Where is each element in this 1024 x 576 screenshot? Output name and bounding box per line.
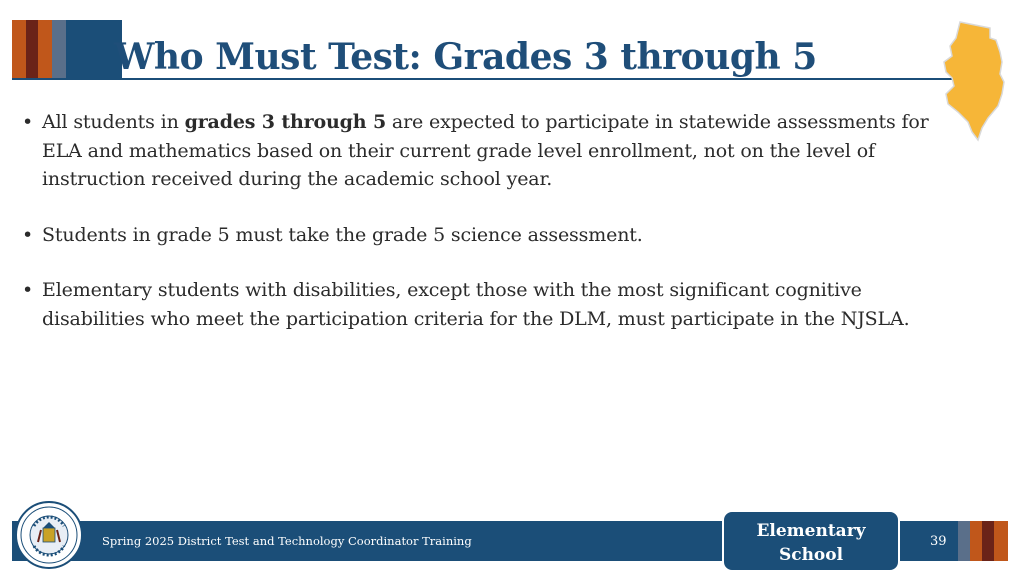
footer-stripe-dark-red [982,521,994,561]
badge-line-2: School [778,545,844,565]
bullet-3-text: Elementary students with disabilities, except those with the most significant cognitive disabilities who meet the participation criteria for the DLM, must participate in the NJSLA. [42,279,910,330]
accent-bar-steel [52,20,66,78]
slide-title: Who Must Test: Grades 3 through 5 [114,36,817,78]
state-seal-icon [14,500,84,570]
title-accent-bars [12,20,122,78]
footer-accent-stripes [958,521,1008,561]
page-number: 39 [930,534,947,549]
elementary-school-badge [722,510,900,572]
accent-bar-orange-2 [38,20,52,78]
new-jersey-map-icon [938,16,1010,142]
accent-bar-orange [12,20,26,78]
bullet-item-3 [22,276,942,333]
footer-stripe-orange [970,521,982,561]
bullet-dot: • [22,223,34,246]
footer-training-label: Spring 2025 District Test and Technology Coordinator Training [102,534,472,548]
footer-stripe-steel [958,521,970,561]
bullet-item-1 [22,108,942,194]
bullet-list [22,108,942,360]
bullet-1-text-start: All students in [42,111,185,133]
bullet-1-emphasis: grades 3 through 5 [184,111,387,133]
footer-stripe-orange-2 [994,521,1008,561]
bullet-2-text: Students in grade 5 must take the grade 5 science assessment. [42,223,643,246]
accent-bar-dark-red [26,20,38,78]
bullet-dot: • [22,279,34,301]
bullet-1-text-end: are expected to participate in statewide assessments for ELA and mathematics based on their current grade level enrollment, not on the level of instruction received during the academic school year. [42,111,929,190]
bullet-dot: • [22,111,34,133]
badge-line-1: Elementary [756,521,866,541]
title-underline [12,78,960,80]
bullet-item-2 [22,221,942,250]
